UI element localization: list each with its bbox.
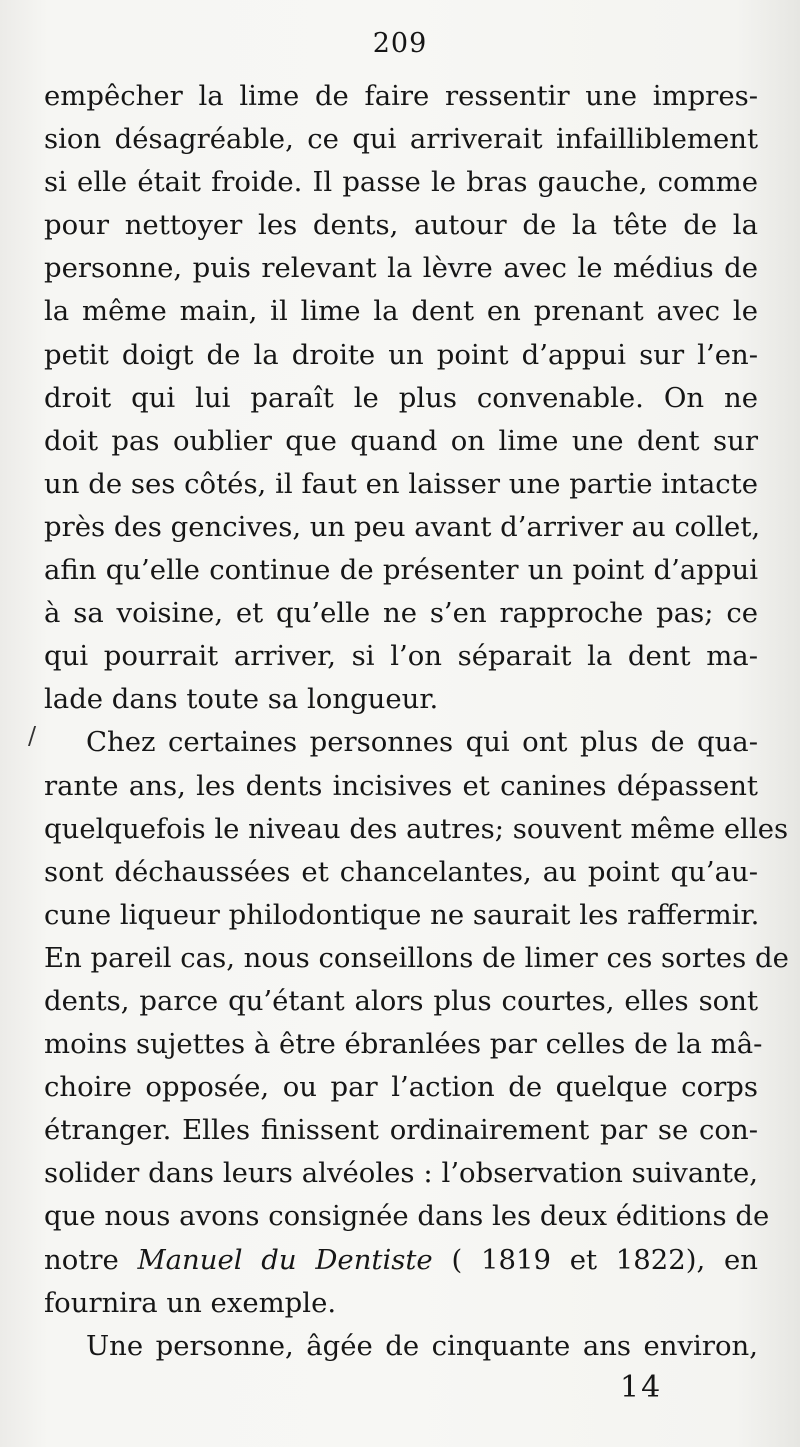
page-number: 209 xyxy=(372,28,428,59)
text-line: choire opposée, ou par l’action de quelque corps xyxy=(44,1071,758,1104)
signature-mark: 14 xyxy=(620,1370,663,1405)
text-line: afin qu’elle continue de présenter un point d’appui xyxy=(44,554,758,587)
text-line: dents, parce qu’étant alors plus courtes, elles sont xyxy=(44,984,758,1017)
text-line: si elle était froide. Il passe le bras gauche, comme xyxy=(44,166,758,199)
text-line: En pareil cas, nous conseillons de limer ces sortes de xyxy=(44,941,789,974)
text-line: doit pas oublier que quand on lime une dent sur xyxy=(44,424,758,457)
body-text xyxy=(44,75,789,1368)
text-line: qui pourrait arriver, si l’on séparait la dent ma- xyxy=(44,640,758,673)
margin-mark: / xyxy=(28,722,37,750)
text-line: moins sujettes à être ébranlées par celles de la mâ- xyxy=(44,1028,763,1061)
text-line: fournira un exemple. xyxy=(44,1286,337,1319)
text-line: personne, puis relevant la lèvre avec le médius de xyxy=(44,252,758,285)
paragraph-first-line: Une personne, âgée de cinquante ans environ, xyxy=(86,1329,758,1362)
text-line: sion désagréable, ce qui arriverait infailliblement xyxy=(44,123,758,156)
text-line: solider dans leurs alvéoles : l’observation suivante, xyxy=(44,1157,758,1190)
text-line: droit qui lui paraît le plus convenable. On ne xyxy=(44,381,758,414)
text-line: sont déchaussées et chancelantes, au point qu’au- xyxy=(44,855,758,888)
book-title-italic: Manuel du Dentiste xyxy=(137,1243,433,1276)
text-line: empêcher la lime de faire ressentir une impres- xyxy=(44,80,758,112)
text-line: étranger. Elles finissent ordinairement par se con- xyxy=(44,1114,758,1147)
text-segment: notre xyxy=(44,1243,138,1276)
paragraph-first-line: Chez certaines personnes qui ont plus de qua- xyxy=(86,726,758,759)
text-line: rante ans, les dents incisives et canines dépassent xyxy=(44,769,758,802)
text-line: pour nettoyer les dents, autour de la tête de la xyxy=(44,209,758,242)
text-line: la même main, il lime la dent en prenant avec le xyxy=(44,295,758,328)
text-line: que nous avons consignée dans les deux éditions de xyxy=(44,1200,770,1233)
text-segment: ( 1819 et 1822), en xyxy=(432,1243,758,1276)
text-line: quelquefois le niveau des autres; souvent même elles xyxy=(44,812,789,845)
text-line: un de ses côtés, il faut en laisser une partie intacte xyxy=(44,467,758,500)
text-line: lade dans toute sa longueur. xyxy=(44,683,439,716)
text-line: cune liqueur philodontique ne saurait les raffermir. xyxy=(44,898,760,931)
text-line: à sa voisine, et qu’elle ne s’en rapproche pas; ce xyxy=(44,597,758,630)
text-line: près des gencives, un peu avant d’arriver au collet, xyxy=(44,510,761,543)
text-line-with-title xyxy=(44,1239,758,1282)
text-line: petit doigt de la droite un point d’appui sur l’en- xyxy=(44,338,758,371)
